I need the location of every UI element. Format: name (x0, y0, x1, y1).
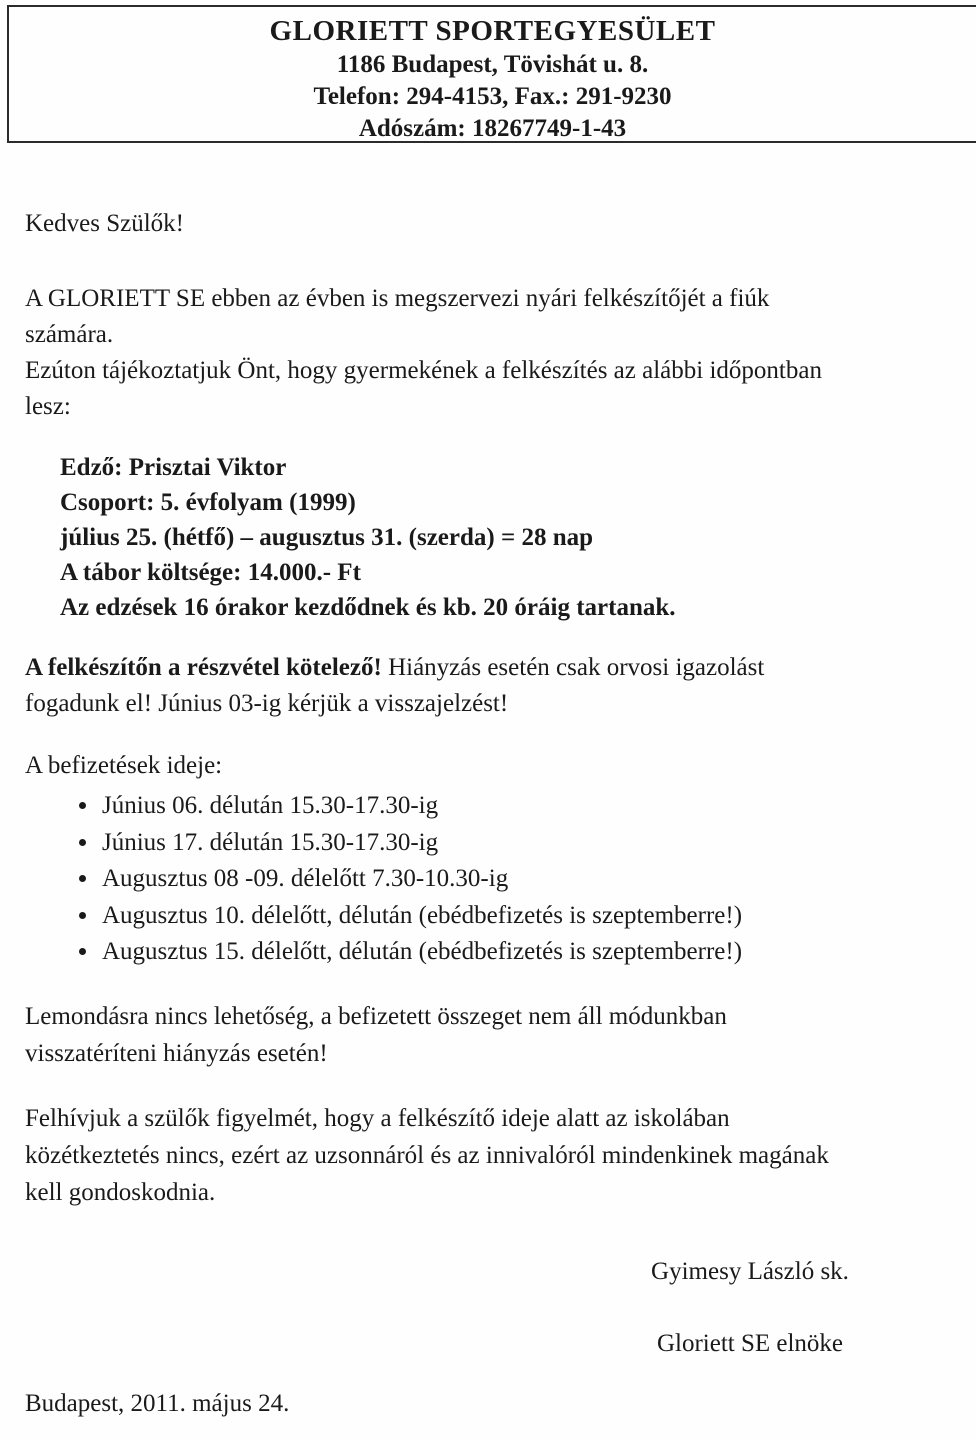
organization-address: 1186 Budapest, Tövishát u. 8. (336, 51, 649, 78)
payment-date-item: • Június 17. délután 15.30-17.30-ig (100, 825, 742, 862)
organization-tax-id: Adószám: 18267749-1-43 (358, 115, 627, 142)
payment-dates-list (58, 788, 742, 971)
attendance-line-2: fogadunk el! Június 03-ig kérjük a visszajelzést! (25, 690, 509, 717)
catering-line-1: Felhívjuk a szülők figyelmét, hogy a felkészítő ideje alatt az iskolában (25, 1105, 730, 1132)
payment-date-item: • Augusztus 10. délelőtt, délután (ebédbefizetés is szeptemberre!) (100, 898, 742, 935)
cancellation-line-2: visszatéríteni hiányzás esetén! (25, 1040, 328, 1067)
signature-title: Gloriett SE elnöke (656, 1330, 844, 1357)
organization-phone-fax: Telefon: 294-4153, Fax.: 291-9230 (313, 83, 672, 110)
attendance-paragraph (25, 650, 955, 722)
intro-paragraph (25, 281, 955, 425)
camp-cost: A tábor költsége: 14.000.- Ft (60, 559, 361, 586)
attendance-rest: Hiányzás esetén csak orvosi igazolást (381, 654, 765, 681)
intro-line-2: számára. (25, 321, 114, 348)
salutation: Kedves Szülők! (25, 210, 184, 237)
signature-name: Gyimesy László sk. (651, 1258, 849, 1285)
payments-heading: A befizetések ideje: (25, 752, 223, 779)
camp-schedule: Az edzések 16 órakor kezdődnek és kb. 20 óráig tartanak. (60, 594, 676, 621)
camp-group: Csoport: 5. évfolyam (1999) (60, 489, 356, 516)
date-line: Budapest, 2011. május 24. (25, 1390, 290, 1417)
catering-line-3: kell gondoskodnia. (25, 1179, 216, 1206)
payment-date-item: • Augusztus 15. délelőtt, délután (ebédbefizetés is szeptemberre!) (100, 934, 742, 971)
payment-date-item: • Augusztus 08 -09. délelőtt 7.30-10.30-ig (100, 861, 742, 898)
camp-dates: július 25. (hétfő) – augusztus 31. (szerda) = 28 nap (60, 524, 594, 551)
catering-paragraph (25, 1100, 975, 1211)
cancellation-paragraph (25, 998, 925, 1072)
attendance-bold-lead: A felkészítőn a részvétel kötelező! (25, 654, 382, 681)
organization-name: GLORIETT SPORTEGYESÜLET (269, 15, 716, 47)
attendance-line-1 (25, 650, 955, 686)
camp-coach: Edző: Prisztai Viktor (60, 454, 287, 481)
intro-line-1: A GLORIETT SE ebben az évben is megszervezi nyári felkészítőjét a fiúk (25, 285, 770, 312)
cancellation-line-1: Lemondásra nincs lehetőség, a befizetett összeget nem áll módunkban (25, 1003, 727, 1030)
intro-line-4: lesz: (25, 393, 71, 420)
catering-line-2: közétkeztetés nincs, ezért az uzsonnáról és az innivalóról mindenkinek magának (25, 1142, 829, 1169)
intro-line-3: Ezúton tájékoztatjuk Önt, hogy gyermekének a felkészítés az alábbi időpontban (25, 357, 822, 384)
payment-date-item: • Június 06. délután 15.30-17.30-ig (100, 788, 742, 825)
letterhead-box (7, 5, 976, 143)
camp-details-block (60, 450, 676, 625)
